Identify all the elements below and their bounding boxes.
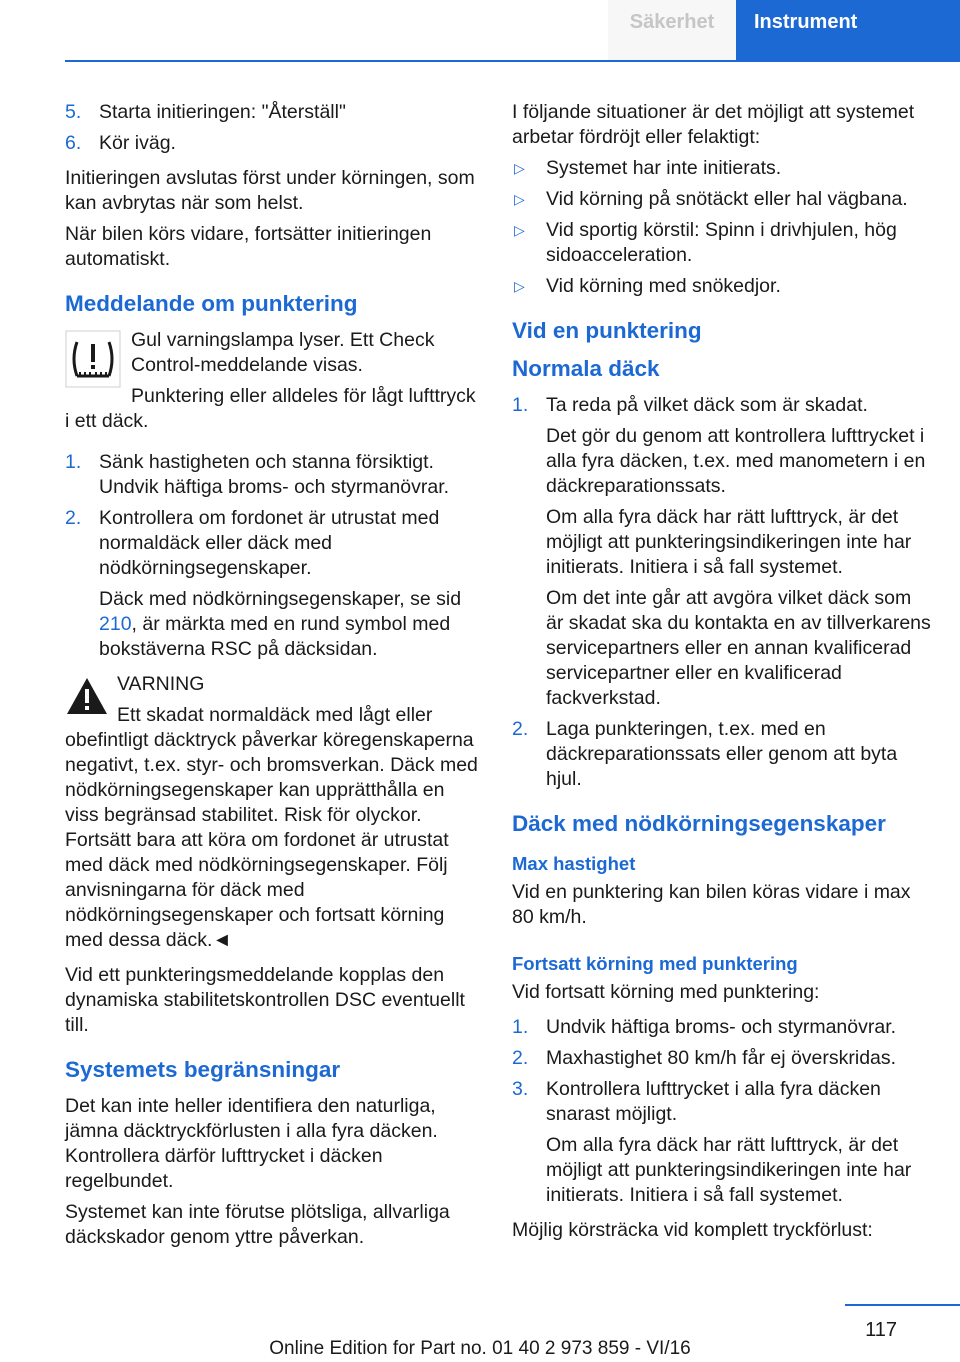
paragraph: Det kan inte heller identifiera den naturliga, jämna däcktryckförlusten i alla fyra däcken. Kontrollera därför lufttrycket i däcken regelbundet. bbox=[65, 1095, 438, 1192]
limitation-bullets bbox=[512, 156, 932, 299]
list-item-note: Om alla fyra däck har rätt lufttryck, är det möjligt att punkteringsindikeringen inte har initierats. Initiera i så fall systemet. bbox=[546, 1134, 912, 1206]
footer-divider bbox=[845, 1304, 960, 1306]
edition-footer: Online Edition for Part no. 01 40 2 973 859 - VI/16 bbox=[269, 1338, 691, 1359]
list-item: 3. Kontrollera lufttrycket i alla fyra däcken snarast möjligt. Om alla fyra däck har rätt lufttryck, är det möjligt att punkteringsindikeringen inte har initierats. Initiera i så fall systemet. bbox=[512, 1077, 932, 1208]
tab-chapter[interactable]: Instrument bbox=[736, 0, 960, 62]
steps-start-list bbox=[65, 100, 478, 156]
tire-pressure-warning-icon bbox=[65, 330, 121, 388]
header-bar bbox=[65, 0, 960, 62]
list-item-note: Om alla fyra däck har rätt lufttryck, är det möjligt att punkteringsindikeringen inte har initierats. Initiera i så fall systemet. bbox=[546, 506, 912, 578]
normal-steps-list bbox=[512, 393, 932, 792]
list-item: ▷ Vid körning på snötäckt eller hal vägbana. bbox=[514, 188, 908, 210]
list-item: 2. Kontrollera om fordonet är utrustat med normaldäck eller däck med nödkörningsegenskaper. Däck med nödkörningsegenskaper, se sid 210, är märkta med en rund symbol med bokstäverna RSC på däcksidan. bbox=[65, 506, 478, 662]
heading-puncture: Vid en punktering bbox=[512, 318, 702, 343]
warning-block bbox=[65, 672, 478, 953]
page-link[interactable]: 210 bbox=[99, 613, 132, 635]
heading-flat-tire-message: Meddelande om punktering bbox=[65, 291, 358, 316]
paragraph: Systemet kan inte förutse plötsliga, allvarliga däckskador genom yttre påverkan. bbox=[65, 1201, 450, 1248]
list-item: 1. Undvik häftiga broms- och styrmanövrar. bbox=[512, 1016, 897, 1038]
tab-section[interactable]: Säkerhet bbox=[608, 0, 736, 60]
list-item-note: Det gör du genom att kontrollera lufttrycket i alla fyra däcken, t.ex. med manometern i en däckreparationssats. bbox=[546, 425, 926, 497]
page-number: 117 bbox=[865, 1319, 897, 1341]
heading-system-limits: Systemets begränsningar bbox=[65, 1057, 341, 1082]
heading-max-speed: Max hastighet bbox=[512, 853, 636, 874]
right-column bbox=[512, 100, 932, 1249]
list-item: 5. Starta initieringen: "Återställ" bbox=[65, 101, 346, 123]
notice-block bbox=[65, 328, 478, 440]
heading-runflat-tires: Däck med nödkörningsegenskaper bbox=[512, 811, 886, 836]
warning-text: Ett skadat normaldäck med lågt eller obefintligt däcktryck påverkar köregenskaperna negativt, t.ex. styr- och bromsverkan. Däck med nödkörningsegenskaper kan upprätthålla en viss begränsad stabilitet. Risk för olyckor. Fortsätt bara att köra om fordonet är utrustat med däck med nödkörningsegenskaper. Följ anvisningarna för däck med nödkörningsegenskaper och fortsatt körning med dessa däck.◄ bbox=[65, 704, 478, 951]
list-item: 2. Laga punkteringen, t.ex. med en däckreparationssats eller genom att byta hjul. bbox=[512, 718, 898, 790]
list-item: ▷ Vid körning med snökedjor. bbox=[514, 275, 781, 297]
list-item: 1. Ta reda på vilket däck som är skadat. Det gör du genom att kontrollera lufttrycket i alla fyra däcken, t.ex. med manometern i en däckreparationssats. Om alla fyra däck har rätt lufttryck, är det möjligt att punkteringsindikeringen inte har initierats. Initiera i så fall systemet. Om det inte går att avgöra vilket däck som är skadat ska du kontakta en av tillverkarens servicepartners eller en annan kvalificerad servicepartner eller en kvalificerad fackverkstad. bbox=[512, 394, 931, 709]
list-item: ▷ Systemet har inte initierats. bbox=[514, 157, 782, 179]
paragraph: I följande situationer är det möjligt att systemet arbetar fördröjt eller felaktigt: bbox=[512, 101, 915, 148]
notice-text-1: Gul varningslampa lyser. Ett Check Control-meddelande visas. bbox=[131, 329, 435, 376]
heading-normal-tires: Normala däck bbox=[512, 356, 660, 381]
left-column bbox=[65, 100, 478, 1256]
notice-text-2: Punktering eller alldeles för lågt lufttryck i ett däck. bbox=[65, 385, 476, 432]
warning-triangle-icon bbox=[65, 676, 109, 716]
paragraph: Vid ett punkteringsmeddelande kopplas den dynamiska stabilitetskontrollen DSC eventuellt till. bbox=[65, 964, 465, 1036]
list-item-note: Däck med nödkörningsegenskaper, se sid 210, är märkta med en rund symbol med bokstäverna RSC på däcksidan. bbox=[99, 588, 462, 660]
list-item-note: Om det inte går att avgöra vilket däck som är skadat ska du kontakta en av tillverkarens servicepartners eller en annan kvalificerad servicepartner eller en kvalificerad fackverkstad. bbox=[546, 587, 931, 709]
list-item: 6. Kör iväg. bbox=[65, 132, 176, 154]
paragraph: Möjlig körsträcka vid komplett tryckförlust: bbox=[512, 1219, 873, 1241]
list-item: ▷ Vid sportig körstil: Spinn i drivhjulen, hög sidoacceleration. bbox=[514, 219, 897, 266]
list-item: 2. Maxhastighet 80 km/h får ej överskridas. bbox=[512, 1047, 897, 1069]
paragraph: Vid en punktering kan bilen köras vidare i max 80 km/h. bbox=[512, 881, 911, 928]
paragraph: Vid fortsatt körning med punktering: bbox=[512, 981, 820, 1003]
paragraph: Initieringen avslutas först under körningen, som kan avbrytas när som helst. bbox=[65, 167, 475, 214]
list-item: 1. Sänk hastigheten och stanna försiktigt. Undvik häftiga broms- och styrmanövrar. bbox=[65, 451, 450, 498]
flat-steps-list bbox=[65, 450, 478, 662]
warning-title: VARNING bbox=[117, 673, 205, 695]
continue-steps-list bbox=[512, 1015, 932, 1208]
paragraph: När bilen körs vidare, fortsätter initieringen automatiskt. bbox=[65, 223, 432, 270]
heading-continue-driving: Fortsatt körning med punktering bbox=[512, 953, 798, 974]
